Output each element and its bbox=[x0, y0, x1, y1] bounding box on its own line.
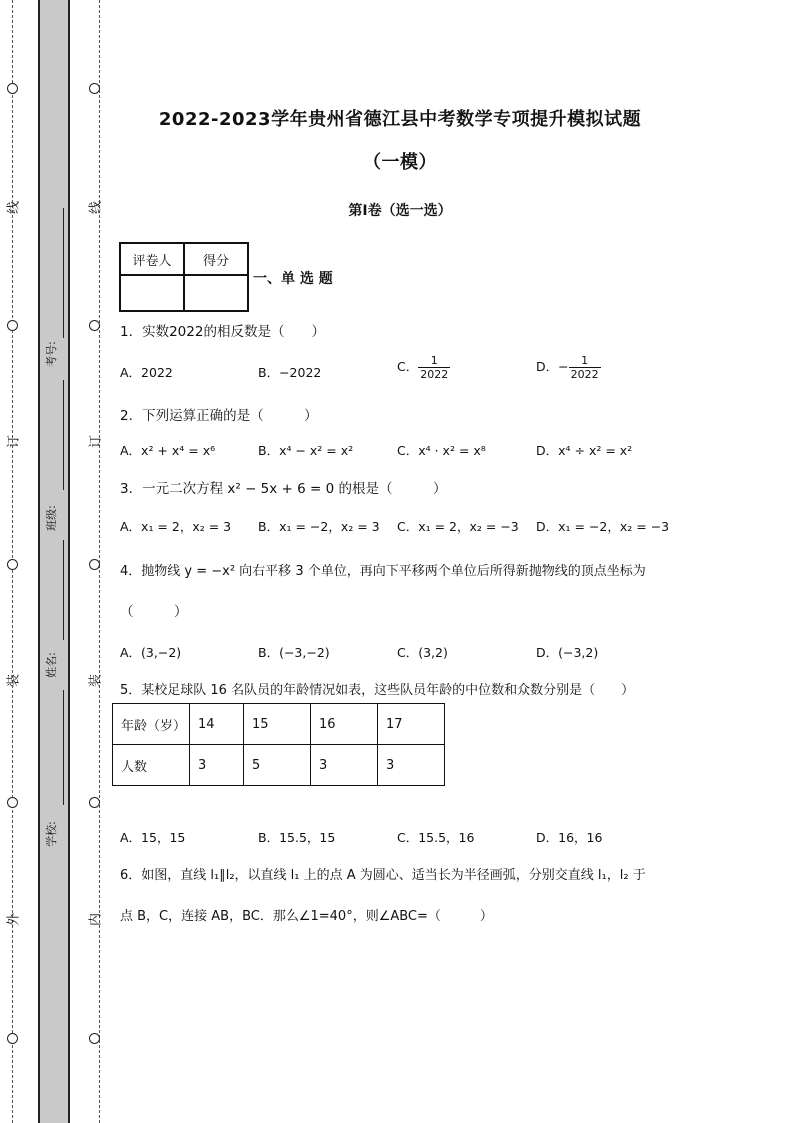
punch-hole bbox=[89, 797, 100, 808]
q3-option-d: D．x₁ = −2，x₂ = −3 bbox=[536, 519, 670, 534]
table-cell: 17 bbox=[378, 704, 445, 745]
q3-option-c: C．x₁ = 2，x₂ = −3 bbox=[397, 519, 519, 534]
volume-heading: 第I卷（选一选） bbox=[348, 203, 452, 219]
score-header: 得分 bbox=[184, 243, 248, 275]
age-table bbox=[112, 703, 445, 786]
q5-option-a: A．15，15 bbox=[120, 830, 186, 845]
question-6-stem-line1: 6．如图，直线 l₁∥l₂，以直线 l₁ 上的点 A 为圆心、适当长为半径画弧，分别交直线 l₁，l₂ 于 bbox=[120, 868, 646, 883]
fraction bbox=[418, 354, 450, 381]
q1-option-b: B．−2022 bbox=[258, 365, 322, 380]
grader-header: 评卷人 bbox=[120, 243, 184, 275]
class-line[interactable] bbox=[63, 380, 64, 490]
grader-table bbox=[119, 242, 249, 312]
name-label: 姓名: bbox=[44, 652, 58, 678]
punch-hole bbox=[7, 1033, 18, 1044]
exam-title: 2022-2023学年贵州省德江县中考数学专项提升模拟试题 bbox=[158, 109, 642, 130]
inner-char-nei: 内 bbox=[88, 913, 104, 927]
punch-hole bbox=[7, 559, 18, 570]
fraction-numerator: 1 bbox=[569, 354, 601, 368]
q2-option-d: D．x⁴ ÷ x² = x² bbox=[536, 443, 633, 458]
exam-id-line[interactable] bbox=[63, 208, 64, 338]
question-4-paren: （ ） bbox=[120, 604, 188, 620]
question-6-stem-line2: 点 B，C，连接 AB，BC．那么∠1=40°，则∠ABC=（ ） bbox=[120, 909, 493, 924]
punch-hole bbox=[89, 1033, 100, 1044]
punch-hole bbox=[7, 320, 18, 331]
table-cell: 3 bbox=[190, 745, 244, 786]
q2-option-c: C．x⁴ · x² = x⁸ bbox=[397, 443, 486, 458]
q1-option-d-label: D．− bbox=[536, 359, 569, 374]
q2-option-b: B．x⁴ − x² = x² bbox=[258, 443, 354, 458]
q4-option-c: C．(3,2) bbox=[397, 645, 448, 660]
inner-char-xian: 线 bbox=[88, 201, 104, 215]
school-label: 学校: bbox=[44, 821, 58, 847]
fraction-denominator: 2022 bbox=[570, 368, 599, 381]
binding-band bbox=[38, 0, 70, 1123]
outer-char-zhuang: 装 bbox=[6, 674, 22, 688]
inner-char-zhuang: 装 bbox=[88, 674, 104, 688]
q4-option-b: B．(−3,−2) bbox=[258, 645, 330, 660]
fraction-denominator: 2022 bbox=[420, 368, 449, 381]
q4-option-a: A．(3,−2) bbox=[120, 645, 182, 660]
q1-option-d bbox=[536, 354, 601, 381]
table-cell: 5 bbox=[244, 745, 311, 786]
punch-hole bbox=[7, 797, 18, 808]
question-4-stem: 4．抛物线 y = −x² 向右平移 3 个单位，再向下平移两个单位后所得新抛物线的顶点坐标为 bbox=[120, 564, 646, 579]
q3-option-b: B．x₁ = −2，x₂ = 3 bbox=[258, 519, 380, 534]
table-cell: 年龄（岁） bbox=[113, 704, 190, 745]
outer-char-wai: 外 bbox=[6, 913, 22, 927]
outer-char-ding: 订 bbox=[6, 435, 22, 449]
q5-option-d: D．16，16 bbox=[536, 830, 603, 845]
q5-option-b: B．15.5，15 bbox=[258, 830, 336, 845]
name-line[interactable] bbox=[63, 540, 64, 640]
punch-hole bbox=[89, 559, 100, 570]
table-cell: 15 bbox=[244, 704, 311, 745]
exam-id-label: 考号: bbox=[44, 341, 58, 367]
q1-option-c-label: C． bbox=[397, 359, 419, 374]
question-1-stem: 1．实数2022的相反数是（ ） bbox=[120, 324, 325, 340]
punch-hole bbox=[89, 83, 100, 94]
table-row bbox=[113, 704, 445, 745]
inner-char-ding: 订 bbox=[88, 435, 104, 449]
table-cell: 3 bbox=[378, 745, 445, 786]
q5-option-c: C．15.5，16 bbox=[397, 830, 475, 845]
school-line[interactable] bbox=[63, 690, 64, 805]
class-label: 班级: bbox=[44, 505, 58, 531]
q1-option-c bbox=[397, 354, 450, 381]
outer-char-xian: 线 bbox=[6, 201, 22, 215]
table-cell: 人数 bbox=[113, 745, 190, 786]
section-heading: 一、单 选 题 bbox=[253, 271, 333, 287]
punch-hole bbox=[89, 320, 100, 331]
fraction-numerator: 1 bbox=[418, 354, 450, 368]
table-cell: 3 bbox=[311, 745, 378, 786]
question-2-stem: 2．下列运算正确的是（ ） bbox=[120, 408, 318, 424]
q2-option-a: A．x² + x⁴ = x⁶ bbox=[120, 443, 216, 458]
q1-option-a: A．2022 bbox=[120, 365, 173, 380]
q4-option-d: D．(−3,2) bbox=[536, 645, 599, 660]
q3-option-a: A．x₁ = 2，x₂ = 3 bbox=[120, 519, 232, 534]
table-cell: 16 bbox=[311, 704, 378, 745]
fraction bbox=[569, 354, 601, 381]
score-cell[interactable] bbox=[184, 275, 248, 311]
table-cell: 14 bbox=[190, 704, 244, 745]
grader-cell[interactable] bbox=[120, 275, 184, 311]
table-row bbox=[113, 745, 445, 786]
question-3-stem: 3．一元二次方程 x² − 5x + 6 = 0 的根是（ ） bbox=[120, 481, 447, 497]
punch-hole bbox=[7, 83, 18, 94]
question-5-stem: 5．某校足球队 16 名队员的年龄情况如表，这些队员年龄的中位数和众数分别是（ ） bbox=[120, 683, 635, 698]
exam-title-suffix: （一模） bbox=[363, 152, 437, 173]
